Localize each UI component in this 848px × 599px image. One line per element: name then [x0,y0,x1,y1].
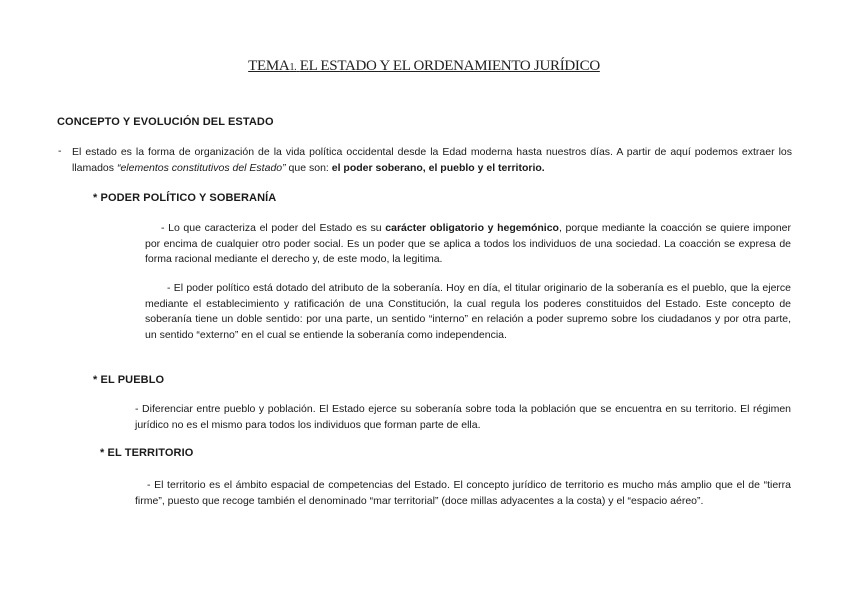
poder-paragraph-2: - El poder político está dotado del atributo de la soberanía. Hoy en día, el titular originario de la soberanía es el pueblo, que la ejerce mediante el establecimiento y ratificación de una Constitución, la cual regula los poderes constituidos del Estado. Este concepto de soberanía tiene un doble sentido: por una parte, un sentido “interno” en relación a poder supremo sobre los ciudadanos y por otra parte, un sentido “externo” en el cual se entiende la soberanía como independencia. [145,282,791,341]
poder-p1-text-2: , porque mediante la coacción se quiere imponer por encima de cualquier otro poder social. Es un poder que se aplica a todos los individuos de una sociedad. La coacción se expresa de forma racional mediante el derecho y, de este modo, la legitima. [145,222,791,266]
intro-paragraph [72,145,792,176]
poder-heading: * PODER POLÍTICO Y SOBERANÍA [93,192,277,204]
territorio-paragraph: - El territorio es el ámbito espacial de competencias del Estado. El concepto jurídico de territorio es mucho más amplio que el de “tierra firme”, puesto que recoge también el denominado “mar territorial” (doce millas adyacentes a la costa) y el “espacio aéreo”. [135,479,791,507]
intro-italic: “elementos constitutivos del Estado” [116,161,286,174]
pueblo-heading: * EL PUEBLO [93,374,165,386]
territorio-heading: * EL TERRITORIO [100,447,194,459]
section-heading: CONCEPTO Y EVOLUCIÓN DEL ESTADO [57,116,274,128]
title-text: EL ESTADO Y EL ORDENAMIENTO JURÍDICO [299,58,600,74]
pueblo-paragraph: - Diferenciar entre pueblo y población. El Estado ejerce su soberanía sobre toda la población que se encuentra en su territorio. El régimen jurídico no es el mismo para todos los individuos que forman parte de ella. [135,403,791,431]
intro-bold: el poder soberano, el pueblo y el territorio. [331,161,545,174]
intro-text-1: El estado es la forma de organización de la vida política occidental desde la Edad moderna hasta nuestros días. A partir de aquí podemos extraer los llamados [72,146,792,174]
page-title [0,58,848,75]
title-number: 1. [289,62,297,73]
intro-text-2: que son: [285,161,332,174]
poder-paragraph-1 [145,221,791,268]
intro-bullet: - [58,145,62,157]
title-prefix: TEMA [248,58,290,74]
poder-p1-text-1: - Lo que caracteriza el poder del Estado es su [161,222,386,234]
poder-p1-bold: carácter obligatorio y hegemónico [385,222,559,234]
